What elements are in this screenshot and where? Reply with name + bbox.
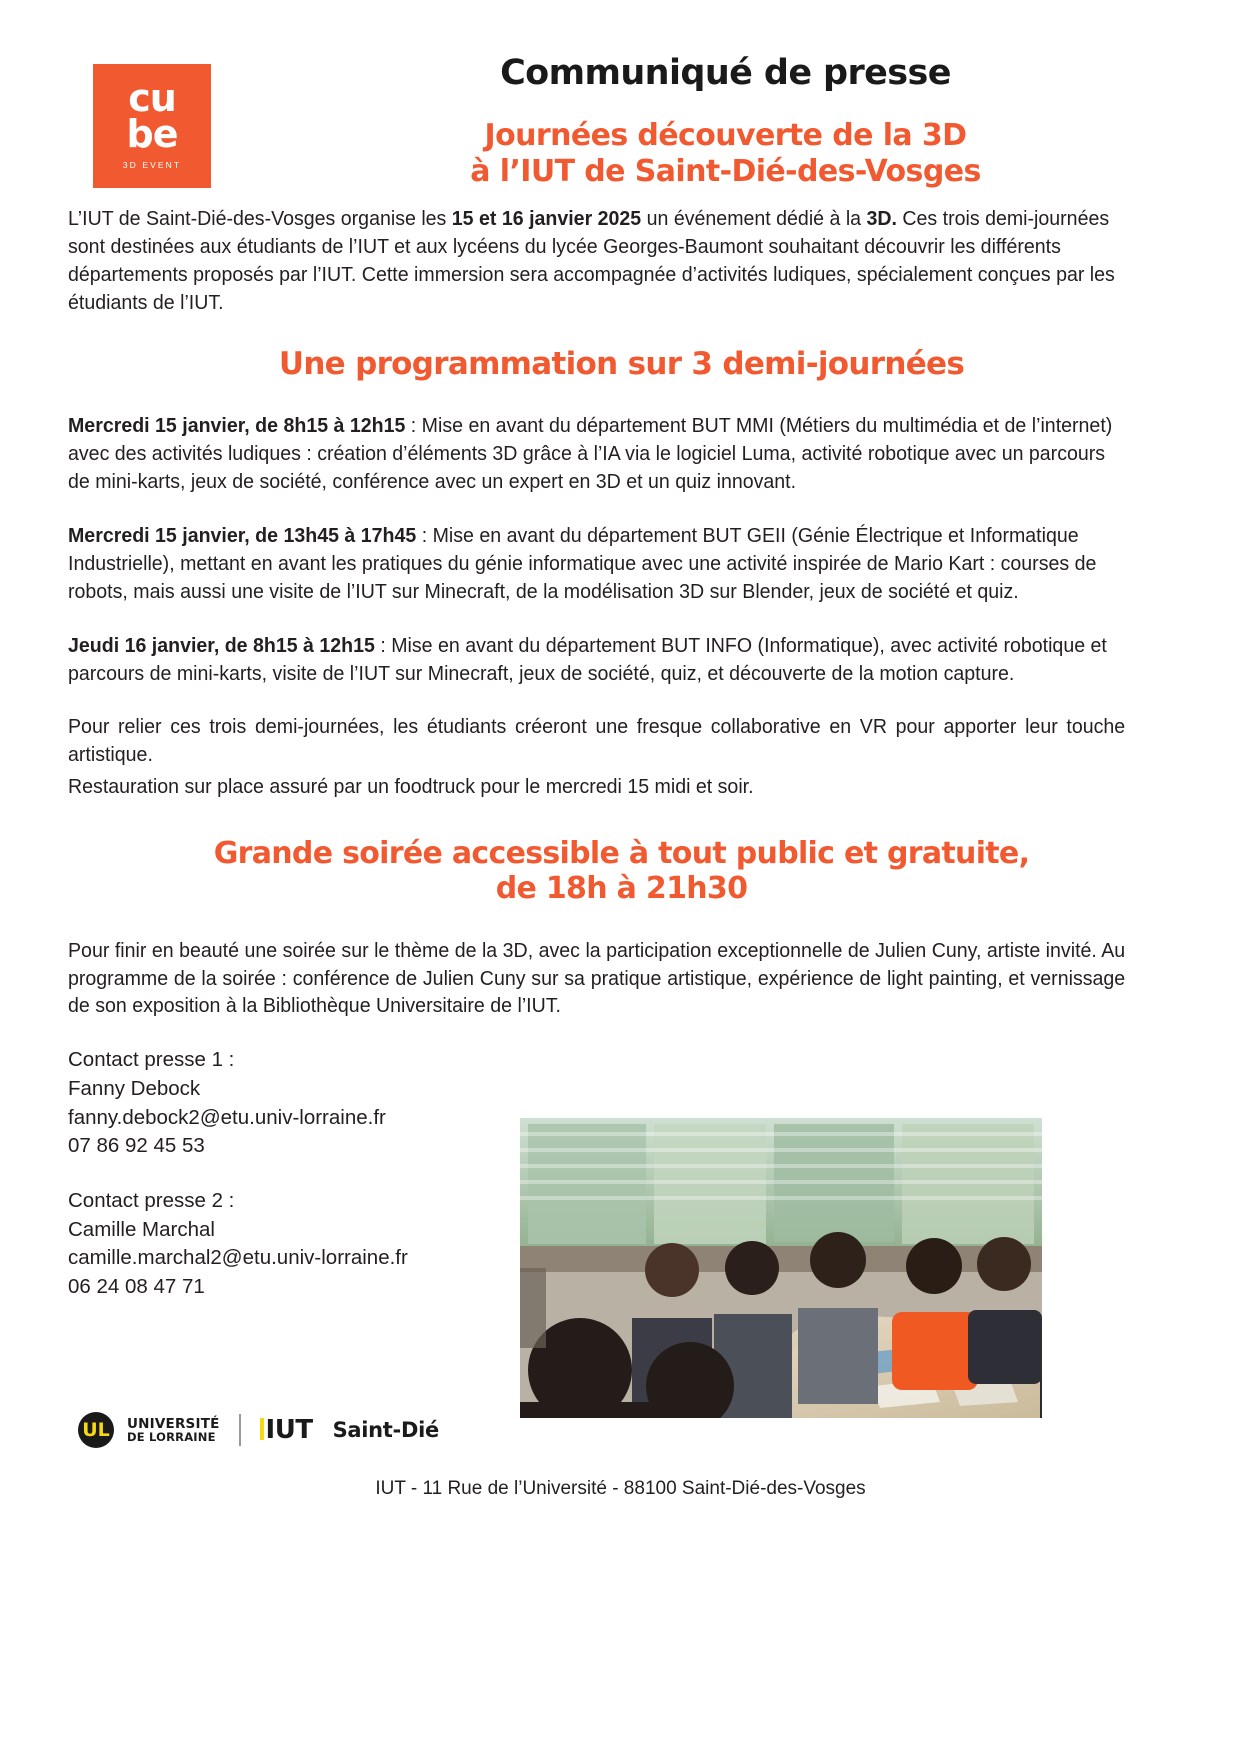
contact-1-label: Contact presse 1 : — [68, 1048, 235, 1072]
contact-2-email[interactable]: camille.marchal2@etu.univ-lorraine.fr — [68, 1246, 408, 1270]
logo-line-1: cu — [128, 76, 176, 121]
intro-dates: 15 et 16 janvier 2025 — [451, 207, 642, 230]
document-header — [0, 0, 1241, 205]
page-title: Communiqué de presse — [500, 53, 951, 93]
universite-line-1: UNIVERSITÉ — [127, 1415, 220, 1432]
programme-item-2 — [68, 522, 1125, 606]
programme-item-1 — [68, 412, 1125, 496]
contact-block-2 — [68, 1187, 538, 1302]
soiree-heading-line-1: Grande soirée accessible à tout public et gratuite, — [213, 836, 1030, 872]
workshop-photo-graphic — [520, 1118, 1042, 1418]
event-subtitle — [250, 118, 1201, 191]
universite-de-lorraine-wordmark — [127, 1417, 220, 1444]
programme-item-1-text: : Mise en avant du département BUT MMI (Métiers du multimédia et de l’internet) avec des activités ludiques : création d’éléments 3D grâce à l’IA via le logiciel Luma, activité robotique avec un parcours de mini-karts, jeux de société, conférence avec un expert en 3D et un quiz innovant. — [68, 414, 1113, 494]
contact-2-name: Camille Marchal — [68, 1217, 215, 1241]
programme-item-2-text: : Mise en avant du département BUT GEII (Génie Électrique et Informatique Industrielle), mettant en avant les pratiques du génie informatique avec une activité inspirée de Mario Kart : courses de robots, mais aussi une visite de l’IUT sur Minecraft, de la modélisation 3D sur Blender, jeux de société et quiz. — [68, 524, 1097, 603]
footer-address: IUT - 11 Rue de l’Université - 88100 Saint-Dié-des-Vosges — [375, 1478, 866, 1499]
logo-divider — [239, 1414, 241, 1446]
contact-2-phone[interactable]: 06 24 08 47 71 — [68, 1275, 205, 1299]
event-subtitle-line-2: à l’IUT de Saint-Dié-des-Vosges — [470, 154, 981, 190]
ul-monogram: UL — [82, 1418, 110, 1441]
iut-city-label: Saint-Dié — [332, 1418, 439, 1442]
logo-line-2: be — [126, 111, 178, 156]
programme-item-2-lead: Mercredi 15 janvier, de 13h45 à 17h45 — [68, 524, 417, 548]
iut-label: IUT — [265, 1415, 313, 1445]
contact-1-email[interactable]: fanny.debock2@etu.univ-lorraine.fr — [68, 1105, 386, 1129]
contact-1-name: Fanny Debock — [68, 1076, 201, 1100]
intro-part-2: un événement dédié à la — [641, 207, 867, 230]
press-contacts — [68, 1046, 538, 1302]
iut-wordmark — [260, 1415, 313, 1445]
programme-item-3-lead: Jeudi 16 janvier, de 8h15 à 12h15 — [68, 633, 375, 657]
soiree-heading — [68, 837, 1175, 907]
contact-1-phone[interactable]: 07 86 92 45 53 — [68, 1134, 205, 1158]
header-titles — [250, 55, 1201, 191]
soiree-heading-line-2: de 18h à 21h30 — [495, 870, 748, 906]
programme-item-1-lead: Mercredi 15 janvier, de 8h15 à 12h15 — [68, 414, 406, 438]
soiree-paragraph: Pour finir en beauté une soirée sur le thème de la 3D, avec la participation exceptionnelle de Julien Cuny, artiste invité. Au programme de la soirée : conférence de Julien Cuny sur sa pratique artistique, expérience de light painting, et vernissage de son exposition à la Bibliothèque Universitaire de l’IUT. — [68, 938, 1126, 1018]
logo-tagline: 3D EVENT — [122, 159, 182, 170]
programme-catering-line: Restauration sur place assuré par un foodtruck pour le mercredi 15 midi et soir. — [68, 775, 754, 799]
programme-item-3-text: : Mise en avant du département BUT INFO (Informatique), avec activité robotique et parcours de mini-karts, visite de l’IUT sur Minecraft, jeux de société, quiz, et découverte de la motion capture. — [68, 633, 1107, 685]
cube-3d-event-logo — [93, 64, 211, 188]
intro-part-3: Ces trois demi-journées sont destinées aux étudiants de l’IUT et aux lycéens du lycée Georges-Baumont souhaitant découvrir les différents départements proposés par l’IUT. Cette immersion sera accompagnée d’activités ludiques, spécialement conçues par les étudiants de l’IUT. — [68, 207, 1115, 314]
programme-heading: Une programmation sur 3 demi-journées — [278, 345, 965, 382]
universite-line-2: DE LORRAINE — [127, 1430, 216, 1445]
workshop-photo — [520, 1118, 1042, 1418]
intro-3d: 3D. — [866, 207, 897, 230]
contact-block-1 — [68, 1046, 538, 1161]
contact-2-label: Contact presse 2 : — [68, 1189, 235, 1213]
programme-item-3 — [68, 632, 1125, 688]
intro-paragraph — [68, 205, 1125, 317]
programme-closing-paragraph: Pour relier ces trois demi-journées, les étudiants créeront une fresque collaborative en VR pour apporter leur touche artistique. — [68, 715, 1126, 767]
universite-de-lorraine-icon — [78, 1412, 114, 1448]
event-subtitle-line-1: Journées découverte de la 3D — [484, 117, 967, 153]
iut-yellow-bar-icon — [260, 1418, 264, 1440]
intro-part-1: L’IUT de Saint-Dié-des-Vosges organise les — [68, 207, 452, 230]
institution-logos — [78, 1412, 439, 1448]
